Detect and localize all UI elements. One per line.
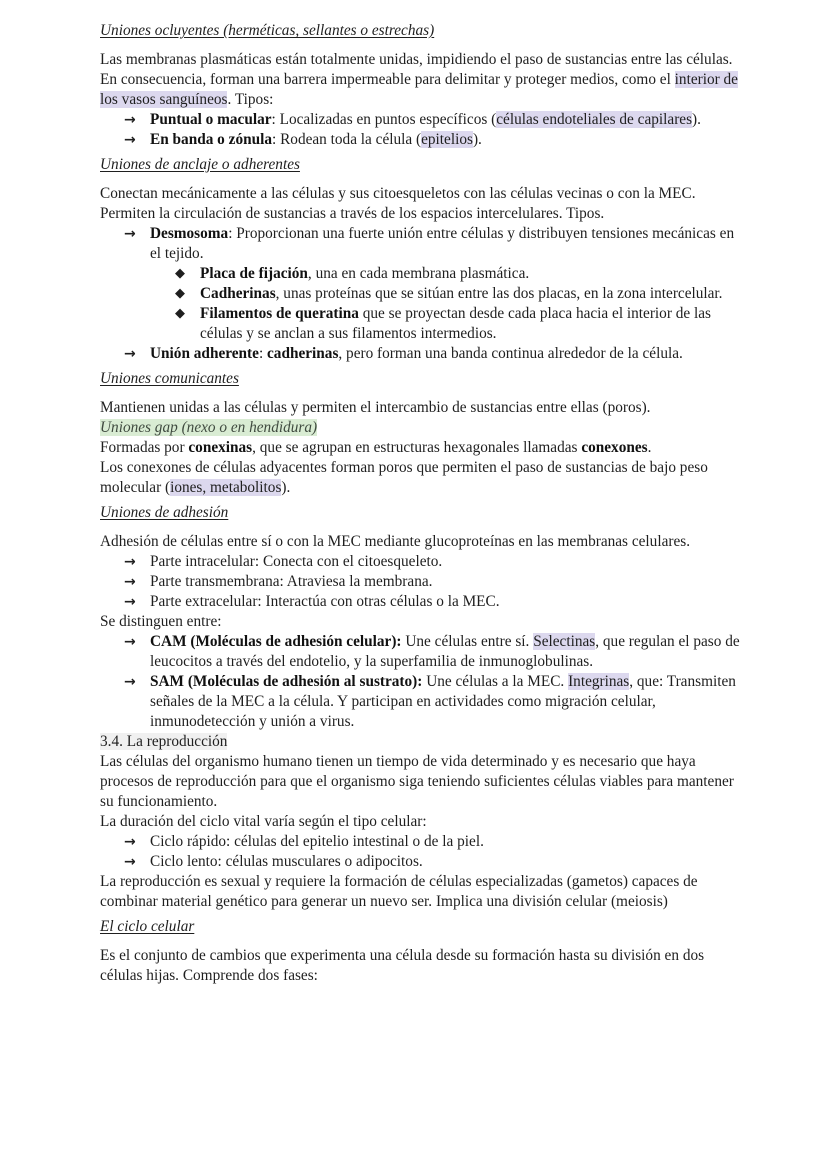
arrow-icon: → [124,834,136,850]
arrow-icon: → [124,594,136,610]
diamond-bullet-icon: ◆ [175,266,185,281]
section-uniones-anclaje [100,155,740,364]
arrow-icon: → [124,674,136,690]
paragraph: Las células del organismo humano tienen un tiempo de vida determinado y es necesario que haya procesos de reproducción para que el organismo siga teniendo suficientes células viables para mantener su funcionamiento. [100,753,734,810]
diamond-bullet-icon: ◆ [175,306,185,321]
sub-list-item: ◆ Filamentos de queratina que se proyectan desde cada placa hacia el interior de las células y se anclan a sus filamentos intermedios. [175,305,711,342]
section-uniones-comunicantes [100,369,740,498]
list-item: → Parte transmembrana: Atraviesa la membrana. [124,573,433,590]
highlight: epitelios [421,131,473,148]
section-heading: El ciclo celular [100,918,195,935]
section-heading: Uniones de adhesión [100,504,229,521]
list-item: → Puntual o macular: Localizadas en puntos específicos (células endoteliales de capilares). [124,111,701,128]
type-list [100,224,740,364]
paragraph: Las membranas plasmáticas están totalmente unidas, impidiendo el paso de sustancias entre las células. En consecuencia, forman una barrera impermeable para delimitar y proteger medios, como el interior de los vasos sanguíneos. Tipos: [100,51,738,108]
section-heading: Uniones ocluyentes (herméticas, sellantes o estrechas) [100,22,435,39]
highlight: interior de los vasos sanguíneos [100,71,738,108]
list-item: → Ciclo rápido: células del epitelio intestinal o de la piel. [124,833,484,850]
sub-list-item: ◆ Placa de fijación, una en cada membrana plasmática. [175,265,530,282]
subheading-gap [100,418,740,438]
section-uniones-ocluyentes [100,21,740,150]
arrow-icon: → [124,574,136,590]
arrow-icon: → [124,634,136,650]
paragraph: Conectan mecánicamente a las células y sus citoesqueletos con las células vecinas o con la MEC. Permiten la circulación de sustancias a través de los espacios intercelulares. Tipos. [100,185,696,222]
parts-list [100,552,740,612]
document-page [100,21,740,986]
list-item: → CAM (Moléculas de adhesión celular): Une células entre sí. Selectinas, que regulan el paso de leucocitos a través del endotelio, y la superfamilia de inmunoglobulinas. [124,633,740,670]
section-uniones-adhesion [100,503,740,732]
arrow-icon: → [124,132,136,148]
paragraph: La duración del ciclo vital varía según el tipo celular: [100,813,427,830]
sub-list [150,264,740,344]
section-number-title: 3.4. La reproducción [100,733,228,750]
paragraph: Los conexones de células adyacentes forman poros que permiten el paso de sustancias de bajo peso molecular (iones, metabolitos). [100,459,708,496]
list-item: → En banda o zónula: Rodean toda la célula (epitelios). [124,131,482,148]
arrow-icon: → [124,226,136,242]
section-heading: Uniones de anclaje o adherentes [100,156,300,173]
list-item: → Parte intracelular: Conecta con el citoesqueleto. [124,553,443,570]
list-item: → Ciclo lento: células musculares o adipocitos. [124,853,423,870]
list-item: → Desmosoma: Proporcionan una fuerte unión entre células y distribuyen tensiones mecánicas en el tejido. ◆ Placa de fijación, una en cada membrana plasmática. ◆ Cadherinas, unas proteínas que se sitúan entre las dos placas, en la zona intercelular. ◆ Filamentos de queratina que se proyectan desde cada placa hacia el interior de las células y se anclan a sus filamentos intermedios. [100,224,740,344]
highlight-green: Uniones gap (nexo o en hendidura) [100,419,318,436]
section-ciclo-celular [100,917,740,986]
paragraph: Formadas por conexinas, que se agrupan en estructuras hexagonales llamadas conexones. [100,439,652,456]
diamond-bullet-icon: ◆ [175,286,185,301]
paragraph: Adhesión de células entre sí o con la MEC mediante glucoproteínas en las membranas celulares. [100,533,691,550]
arrow-icon: → [124,346,136,362]
highlight: iones, metabolitos [170,479,282,496]
sub-list-item: ◆ Cadherinas, unas proteínas que se sitúan entre las dos placas, en la zona intercelular. [175,285,723,302]
list-item: → Unión adherente: cadherinas, pero forman una banda continua alrededor de la célula. [124,345,683,362]
arrow-icon: → [124,112,136,128]
paragraph: La reproducción es sexual y requiere la formación de células especializadas (gametos) capaces de combinar material genético para generar un nuevo ser. Implica una división celular (meiosis) [100,873,698,910]
section-heading: Uniones comunicantes [100,370,239,387]
paragraph: Es el conjunto de cambios que experimenta una célula desde su formación hasta su división en dos células hijas. Comprende dos fases: [100,947,705,984]
highlight: Selectinas [533,633,596,650]
arrow-icon: → [124,554,136,570]
paragraph: Mantienen unidas a las células y permiten el intercambio de sustancias entre ellas (poros). [100,399,651,416]
arrow-icon: → [124,854,136,870]
list-item: → SAM (Moléculas de adhesión al sustrato): Une células a la MEC. Integrinas, que: Transmiten señales de la MEC a la célula. Y participan en actividades como migración celular, inmunodetección y unión a virus. [124,673,736,730]
highlight: Integrinas [568,673,630,690]
molecules-list [100,632,740,732]
section-reproduccion [100,732,740,912]
list-item: → Parte extracelular: Interactúa con otras células o la MEC. [124,593,500,610]
type-list [100,110,740,150]
section-title [100,732,740,752]
paragraph: Se distinguen entre: [100,613,222,630]
cycle-list [100,832,740,872]
highlight: células endoteliales de capilares [496,111,693,128]
